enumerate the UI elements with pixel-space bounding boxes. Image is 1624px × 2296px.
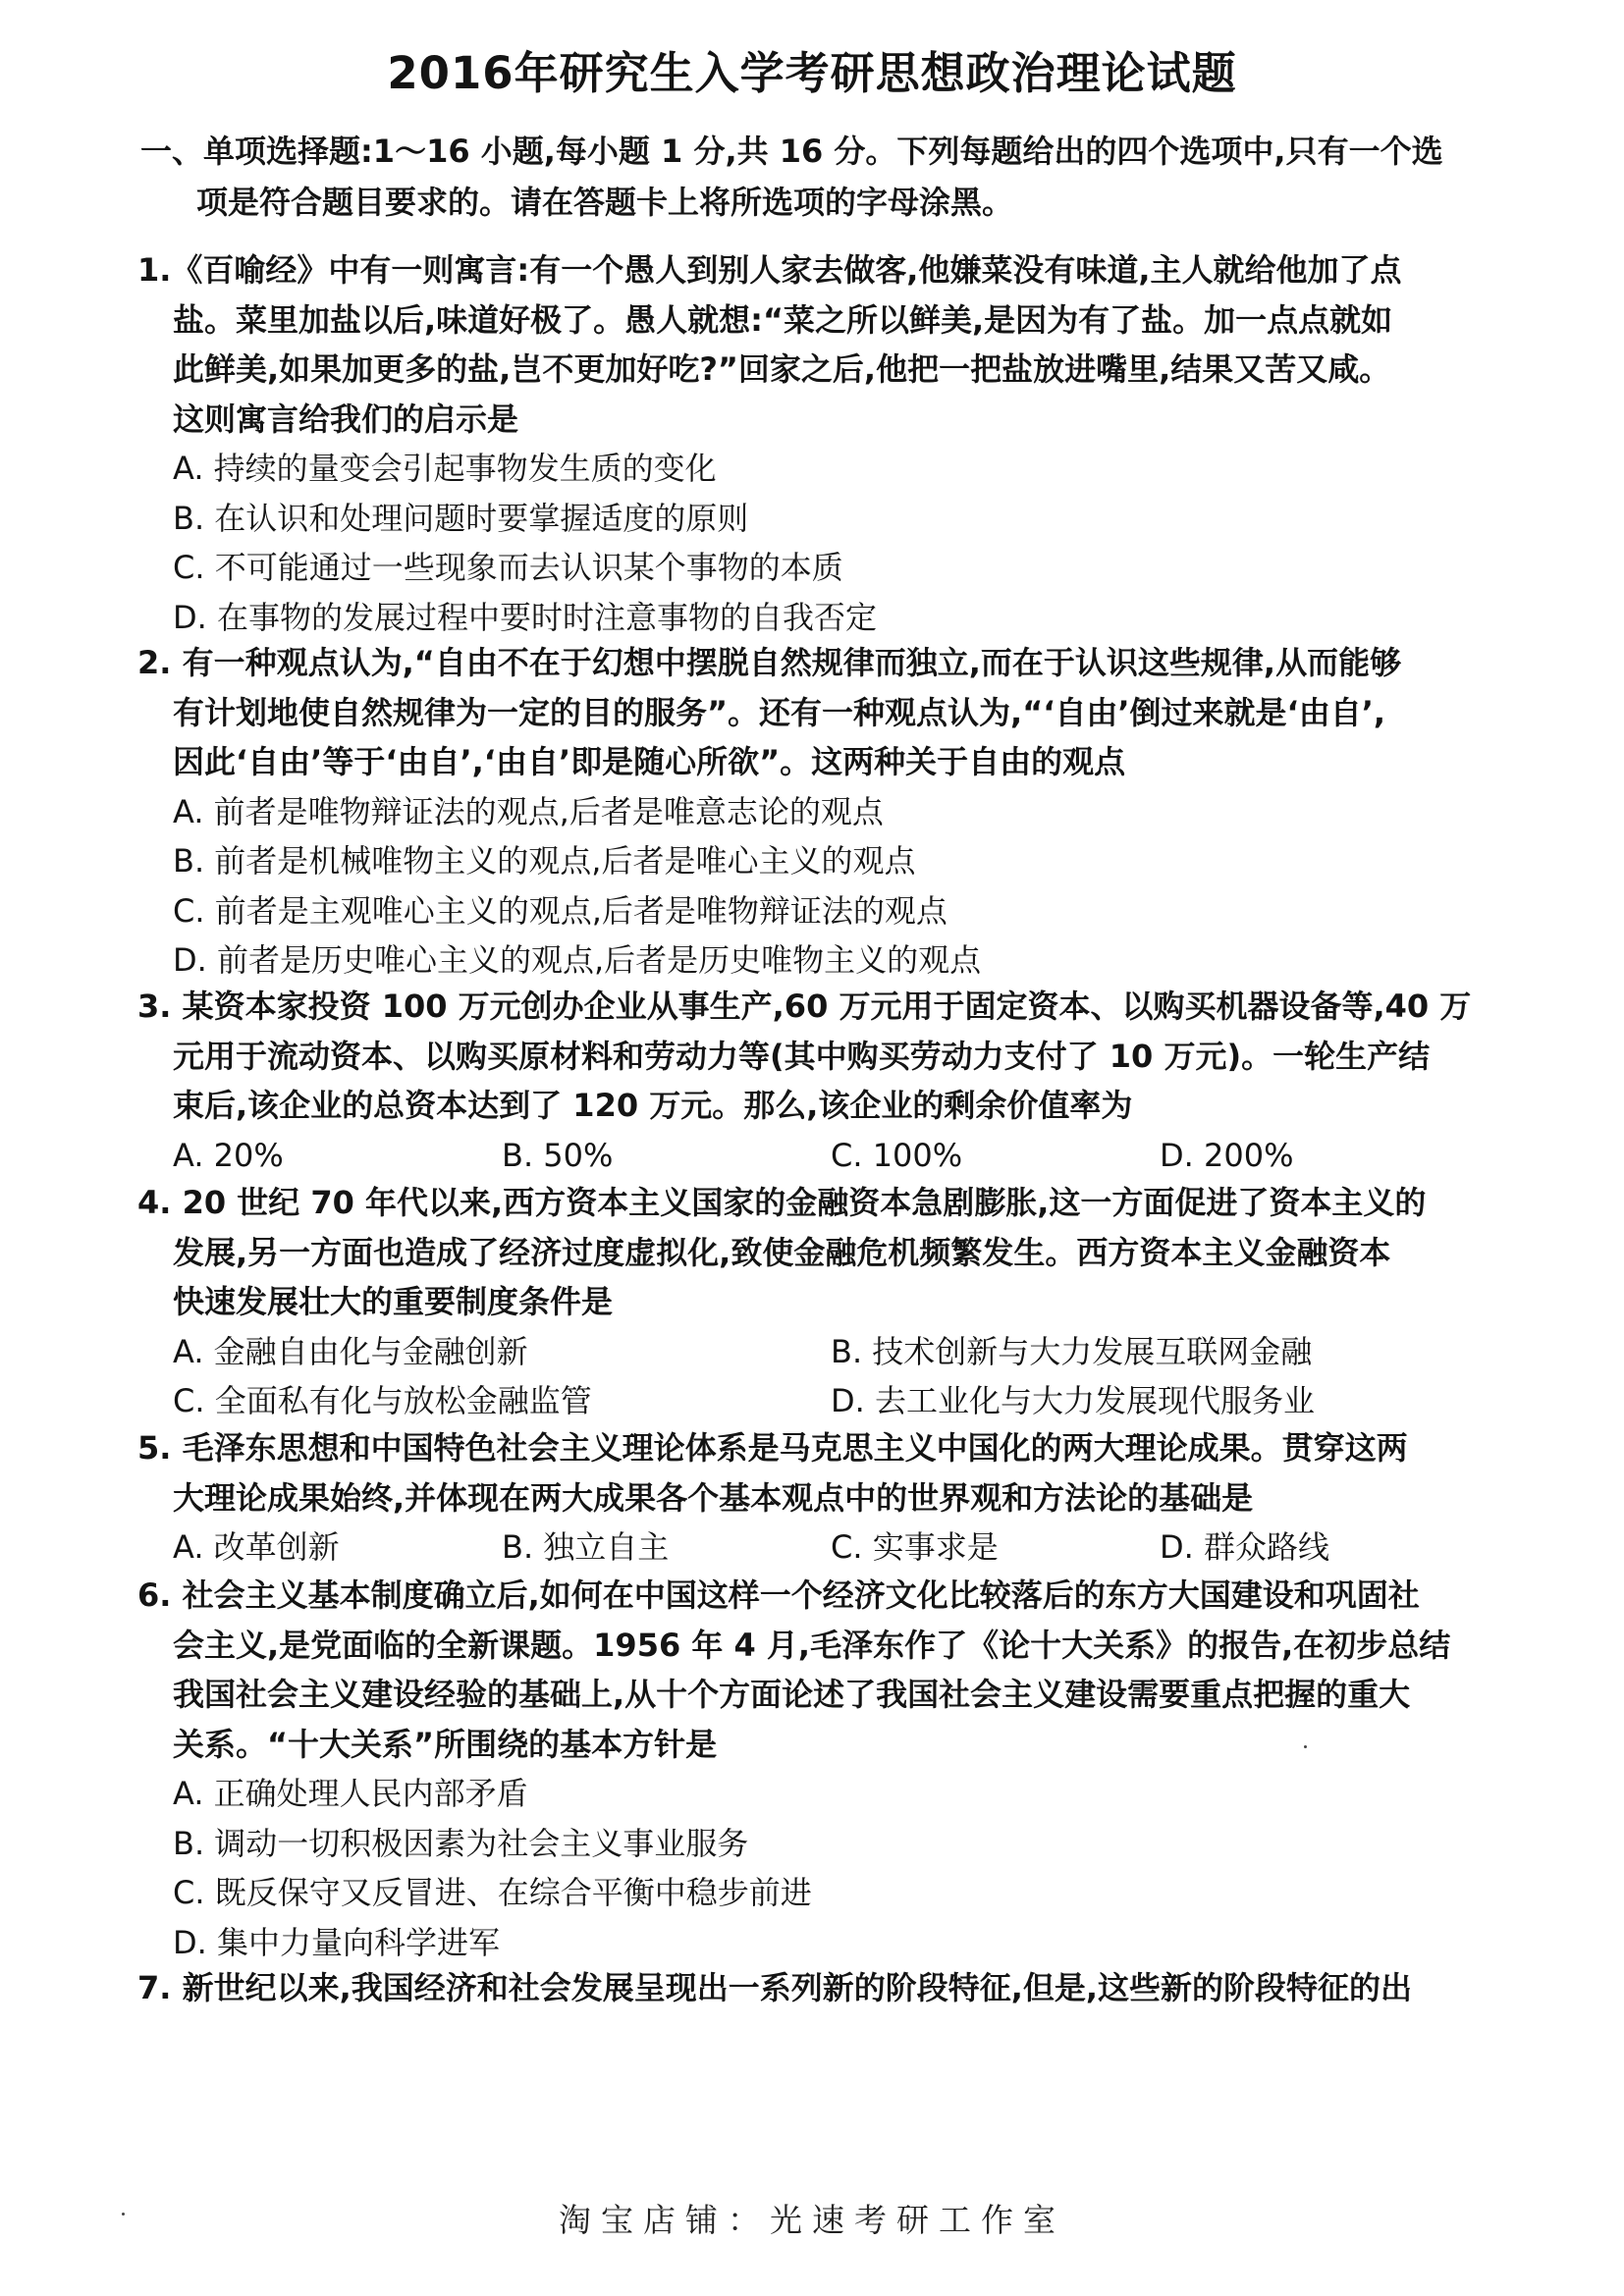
- options-row: [137, 1522, 1490, 1573]
- question-stem-line: 有计划地使自然规律为一定的目的服务”。还有一种观点认为,“‘自由’倒过来就是‘由自’,: [173, 693, 1386, 731]
- option-b: B. 技术创新与大力发展互联网金融: [831, 1332, 1313, 1370]
- option-a: A. 持续的量变会引起事物发生质的变化: [173, 450, 717, 487]
- option-d: D. 集中力量向科学进军: [173, 1923, 500, 1961]
- scan-speck: [1304, 1745, 1307, 1748]
- question-4: [137, 1178, 1490, 1426]
- option-c: C. 100%: [831, 1136, 963, 1174]
- question-stem-line: 束后,该企业的总资本达到了 120 万元。那么,该企业的剩余价值率为: [173, 1087, 1133, 1124]
- question-3: [137, 982, 1490, 1180]
- question-stem-line: 发展,另一方面也造成了经济过度虚拟化,致使金融危机频繁发生。西方资本主义金融资本: [173, 1233, 1391, 1271]
- section-line-2: 项是符合题目要求的。请在答题卡上将所选项的字母涂黑。: [196, 184, 1014, 221]
- option-a: A. 正确处理人民内部矛盾: [173, 1775, 528, 1812]
- option-c: C. 实事求是: [831, 1528, 999, 1566]
- question-1: [137, 245, 1490, 642]
- option-d: D. 去工业化与大力发展现代服务业: [831, 1382, 1315, 1419]
- section-instructions: [140, 126, 1486, 228]
- option-c: C. 前者是主观唯心主义的观点,后者是唯物辩证法的观点: [173, 891, 947, 930]
- question-5: [137, 1423, 1490, 1573]
- option-b: B. 在认识和处理问题时要掌握适度的原则: [173, 499, 749, 537]
- question-7: [137, 1963, 1490, 2013]
- question-stem-line: 2. 有一种观点认为,“自由不在于幻想中摆脱自然规律而独立,而在于认识这些规律,从而能够: [137, 644, 1402, 681]
- page-title: 2016年研究生入学考研思想政治理论试题: [387, 47, 1237, 99]
- option-a: A. 改革创新: [173, 1528, 340, 1566]
- question-stem-line: 会主义,是党面临的全新课题。1956 年 4 月,毛泽东作了《论十大关系》的报告,在初步总结: [173, 1626, 1451, 1664]
- question-2: [137, 638, 1490, 986]
- option-c: C. 全面私有化与放松金融监管: [173, 1382, 592, 1419]
- option-c: C. 既反保守又反冒进、在综合平衡中稳步前进: [173, 1874, 812, 1911]
- footer-watermark: 淘宝店铺：光速考研工作室: [559, 2201, 1065, 2239]
- option-a: A. 20%: [173, 1136, 284, 1174]
- option-a: A. 前者是唯物辩证法的观点,后者是唯意志论的观点: [173, 792, 884, 830]
- question-stem-line: 5. 毛泽东思想和中国特色社会主义理论体系是马克思主义中国化的两大理论成果。贯穿这两: [137, 1429, 1408, 1467]
- option-b: B. 独立自主: [502, 1528, 670, 1566]
- option-d: D. 前者是历史唯心主义的观点,后者是历史唯物主义的观点: [173, 941, 982, 979]
- question-stem-line: 4. 20 世纪 70 年代以来,西方资本主义国家的金融资本急剧膨胀,这一方面促进了资本主义的: [137, 1184, 1427, 1221]
- question-stem-line: 大理论成果始终,并体现在两大成果各个基本观点中的世界观和方法论的基础是: [173, 1478, 1254, 1517]
- option-d: D. 200%: [1160, 1136, 1294, 1174]
- question-stem-line: 7. 新世纪以来,我国经济和社会发展呈现出一系列新的阶段特征,但是,这些新的阶段特征的出: [137, 1969, 1413, 2006]
- question-stem-line: 3. 某资本家投资 100 万元创办企业从事生产,60 万元用于固定资本、以购买机器设备等,40 万: [137, 988, 1472, 1025]
- option-d: D. 在事物的发展过程中要时时注意事物的自我否定: [173, 598, 877, 636]
- question-stem-line: 元用于流动资本、以购买原材料和劳动力等(其中购买劳动力支付了 10 万元)。一轮生产结: [173, 1037, 1431, 1075]
- option-d: D. 群众路线: [1160, 1528, 1329, 1566]
- section-line-1: 一、单项选择题:1～16 小题,每小题 1 分,共 16 分。下列每题给出的四个选项中,只有一个选: [140, 133, 1443, 170]
- question-stem-line: 这则寓言给我们的启示是: [173, 400, 519, 438]
- option-b: B. 50%: [502, 1136, 614, 1174]
- option-b: B. 调动一切积极因素为社会主义事业服务: [173, 1824, 749, 1862]
- question-stem-line: 此鲜美,如果加更多的盐,岂不更加好吃?”回家之后,他把一把盐放进嘴里,结果又苦又咸。: [173, 350, 1391, 388]
- option-c: C. 不可能通过一些现象而去认识某个事物的本质: [173, 549, 843, 586]
- options-row: [137, 1131, 1490, 1181]
- question-stem-line: 快速发展壮大的重要制度条件是: [173, 1283, 614, 1320]
- question-stem-line: 我国社会主义建设经验的基础上,从十个方面论述了我国社会主义建设需要重点把握的重大: [173, 1676, 1411, 1713]
- question-stem-line: 盐。菜里加盐以后,味道好极了。愚人就想:“菜之所以鲜美,是因为有了盐。加一点点就如: [173, 300, 1393, 339]
- question-stem-line: 因此‘自由’等于‘由自’,‘由自’即是随心所欲”。这两种关于自由的观点: [173, 743, 1126, 780]
- options-row: [137, 1376, 1490, 1426]
- option-a: A. 金融自由化与金融创新: [173, 1332, 528, 1370]
- question-stem-line: 关系。“十大关系”所围绕的基本方针是: [173, 1725, 718, 1763]
- options-row: [137, 1327, 1490, 1377]
- option-b: B. 前者是机械唯物主义的观点,后者是唯心主义的观点: [173, 842, 916, 880]
- question-stem-line: 6. 社会主义基本制度确立后,如何在中国这样一个经济文化比较落后的东方大国建设和巩固社: [137, 1576, 1420, 1614]
- question-stem-line: 1.《百喻经》中有一则寓言:有一个愚人到别人家去做客,他嫌菜没有味道,主人就给他加了点: [137, 251, 1402, 289]
- question-6: [137, 1571, 1490, 1967]
